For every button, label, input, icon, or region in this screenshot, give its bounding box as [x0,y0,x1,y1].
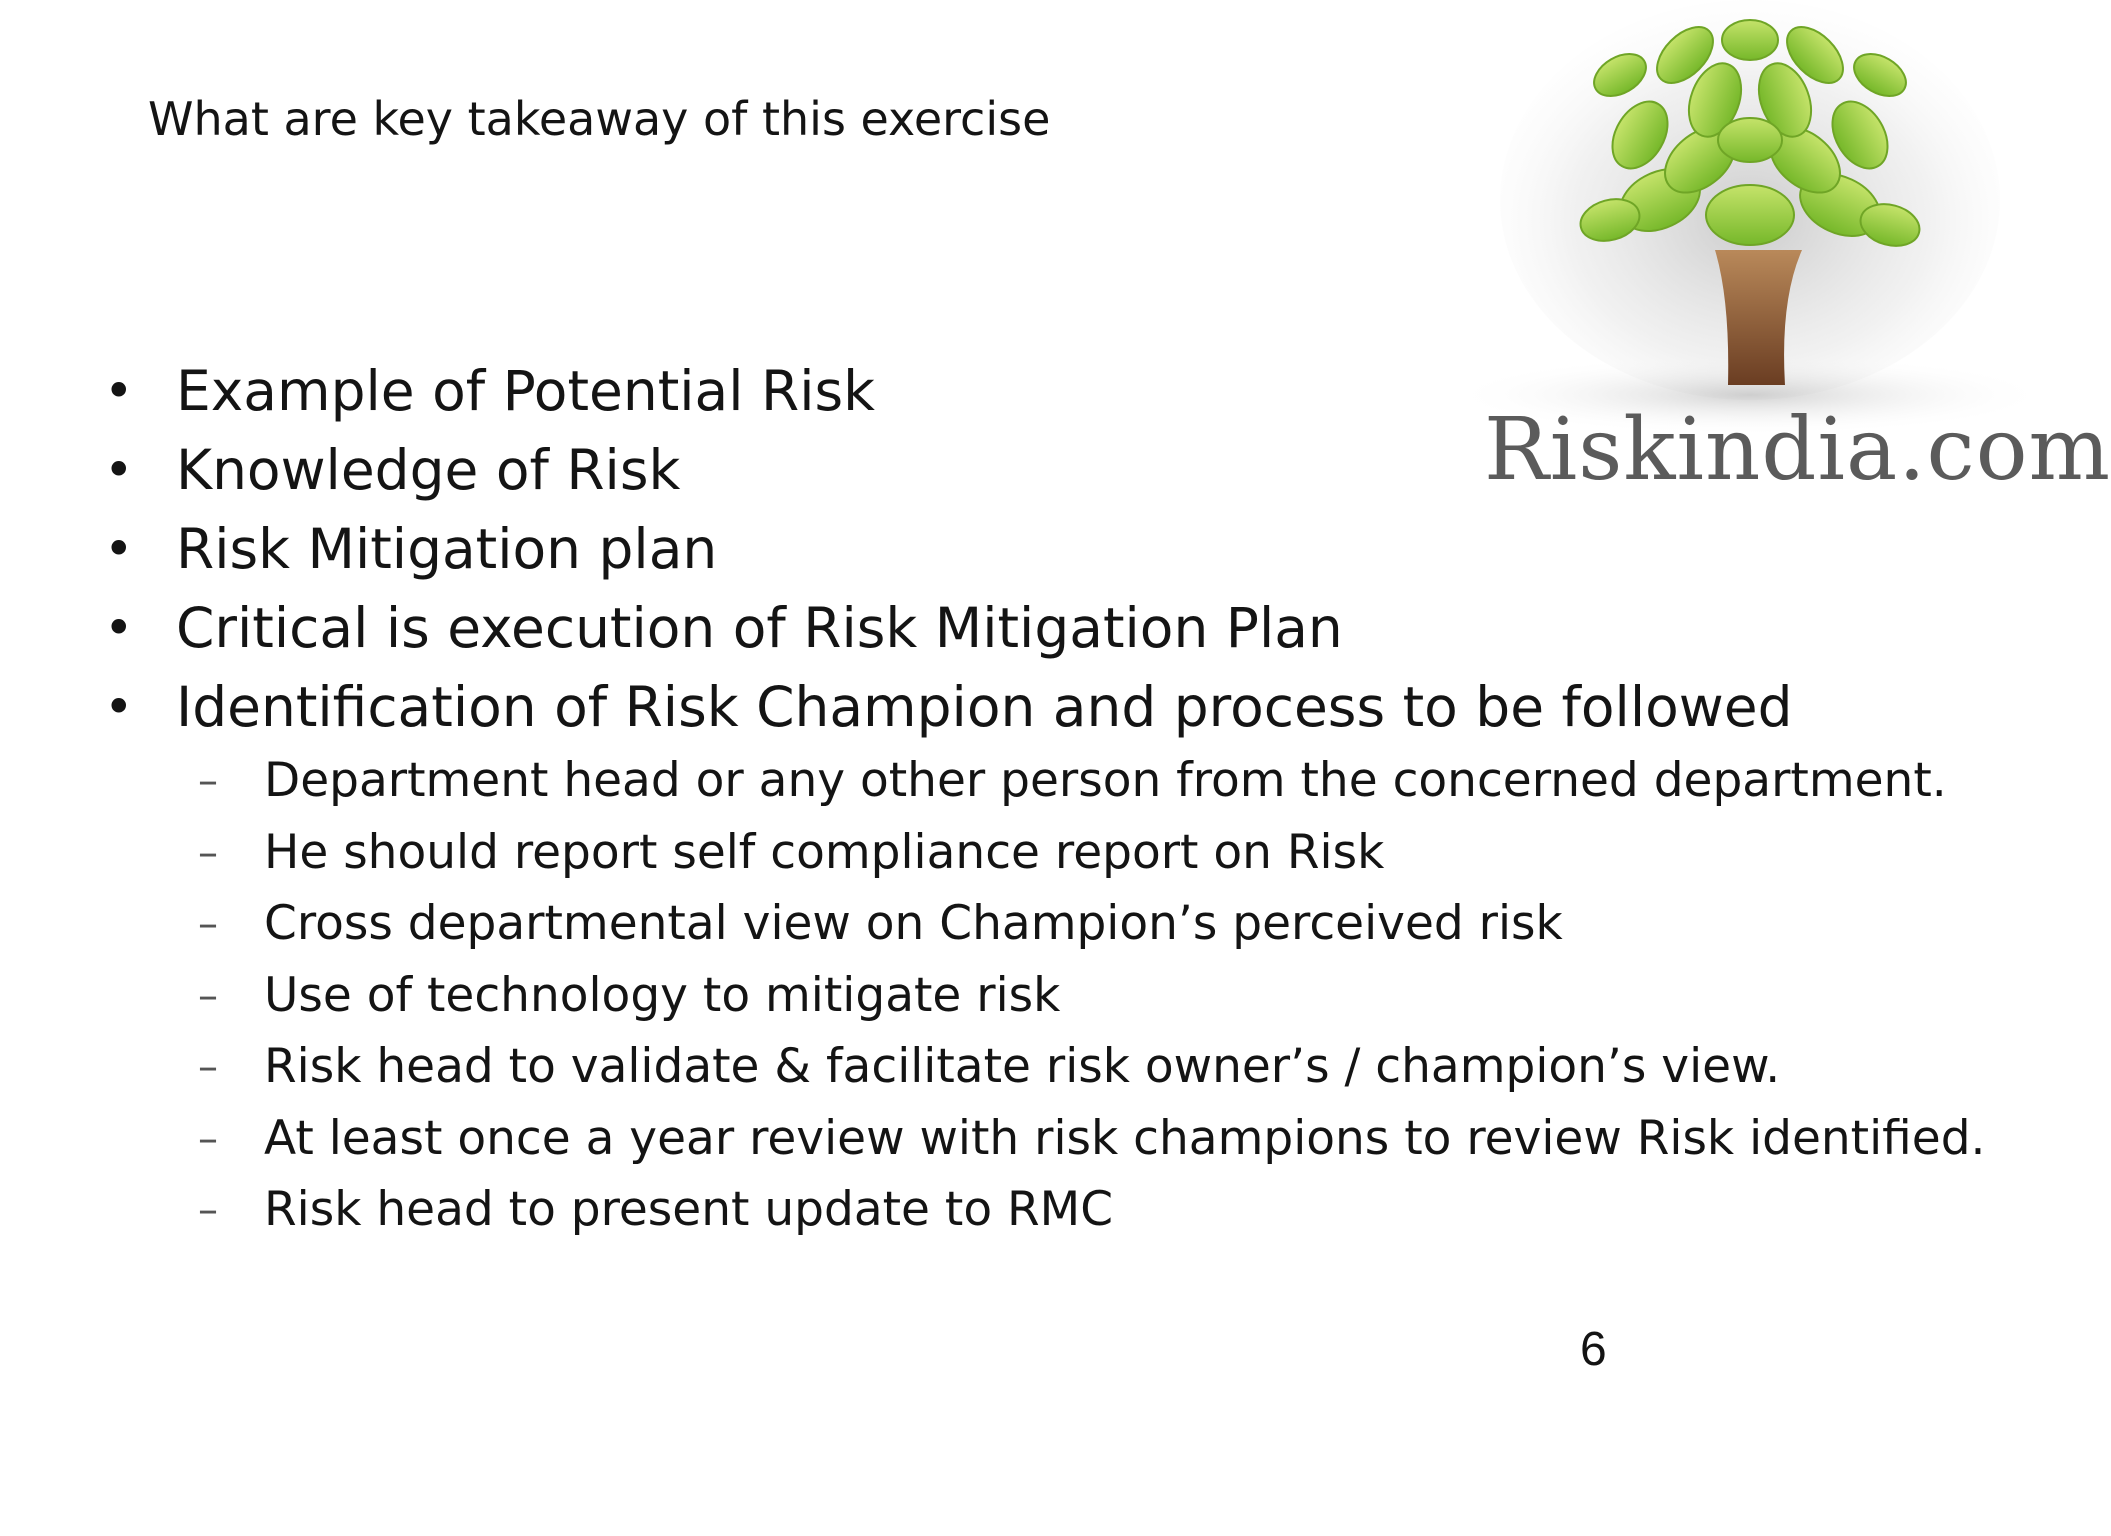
dash-marker: – [198,1187,218,1233]
dash-marker: – [198,1044,218,1090]
sub-bullet-text: At least once a year review with risk champions to review Risk identified. [264,1110,1986,1166]
bullet-marker: • [104,520,134,578]
page-number: 6 [1580,1323,1607,1376]
sub-bullet-text: He should report self compliance report on Risk [264,824,1385,880]
bullet-text: Knowledge of Risk [176,438,681,502]
sub-list-item [0,1034,2048,1106]
sub-bullet-text: Use of technology to mitigate risk [264,967,1061,1023]
sub-list-item [0,891,2048,963]
list-item [0,674,2048,753]
bullet-text: Critical is execution of Risk Mitigation Plan [176,596,1343,660]
sub-list-item [0,820,2048,892]
tree-icon [1450,0,2048,400]
bullet-marker: • [104,441,134,499]
dash-marker: – [198,1115,218,1162]
bullet-list [0,358,2048,753]
sub-bullet-text: Risk head to present update to RMC [264,1182,1114,1237]
bullet-marker: • [104,362,134,420]
dash-marker: – [198,972,218,1019]
sub-list-item [0,963,2048,1035]
bullet-text: Example of Potential Risk [176,359,876,423]
dash-marker: – [198,901,218,947]
dash-marker: – [198,829,218,876]
sub-bullet-text: Department head or any other person from the concerned department. [264,753,1947,808]
bullet-text: Risk Mitigation plan [176,517,718,581]
list-item [0,358,2048,437]
sub-bullet-text: Risk head to validate & facilitate risk owner’s / champion’s view. [264,1039,1781,1094]
sub-list-item [0,1177,2048,1249]
list-item [0,516,2048,595]
sub-bullet-text: Cross departmental view on Champion’s perceived risk [264,896,1563,951]
logo-text: Riskindia.com [1484,400,2111,500]
sub-bullet-list [0,748,2048,1249]
bullet-marker: • [104,678,134,736]
dash-marker: – [198,758,218,804]
sub-list-item [0,1106,2048,1178]
sub-list-item [0,748,2048,820]
list-item [0,437,2048,516]
slide-title: What are key takeaway of this exercise [148,92,1051,146]
bullet-text: Identification of Risk Champion and process to be followed [176,675,1793,739]
bullet-marker: • [104,599,134,657]
list-item [0,595,2048,674]
